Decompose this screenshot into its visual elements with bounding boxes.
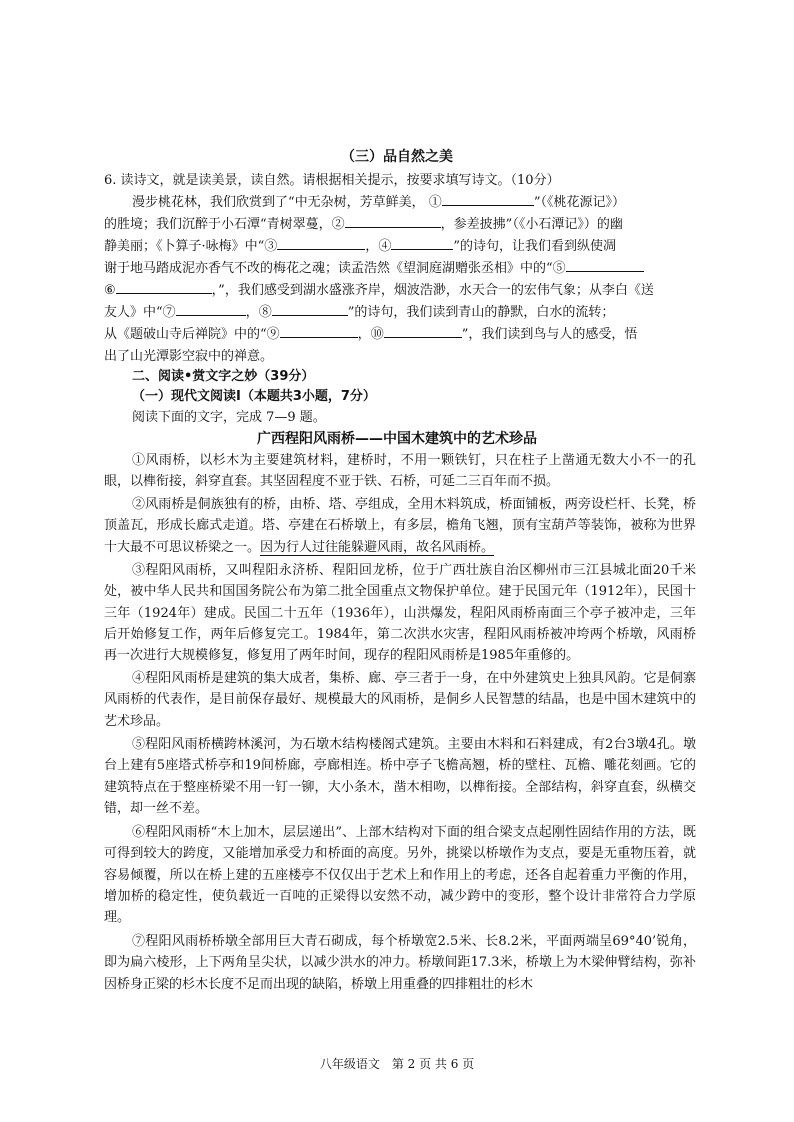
paragraph-1: ①风雨桥，以杉木为主要建筑材料，建桥时，不用一颗铁钉，只在柱子上凿通无数大小不一的孔眼，以榫衔接，斜穿直套。其坚固程度不亚于铁、石桥，可延二三百年而不损。 <box>104 453 696 490</box>
answer-blank-6[interactable] <box>116 280 212 294</box>
q6-line-1: 漫步桃花林，我们欣赏到了“中无杂树，芳草鲜美， ① ”（《桃花源记》） <box>132 192 696 214</box>
section-title: （三）品自然之美 <box>341 149 453 165</box>
paragraph-5: ⑤程阳风雨桥横跨林溪河，为石墩木结构楼阁式建筑。主要由木料和石料建成，有2台3墩4孔。墩台上建有5座塔式桥亭和19间桥廊，亭廊相连。桥中亭子飞檐高翘，桥的壁柱、瓦檐、雕花刻画。它的建筑特点在于整座桥梁不用一钉一铆，大小条木，凿木相吻，以榫衔接。全部结构，斜穿直套，纵横交错，却一丝不差。 <box>104 737 696 816</box>
paragraph-3: ③程阳风雨桥，又叫程阳永济桥、程阳回龙桥，位于广西壮族自治区柳州市三江县城北面20千米处，被中华人民共和国国务院公布为第二批全国重点文物保护单位。建于民国元年（1912年），民国十三年（1924年）建成。民国二十五年（1936年），山洪爆发，程阳风雨桥南面三个亭子被冲走，三年后开始修复工作，两年后修复完工。1984年，第二次洪水灾害，程阳风雨桥被冲垮两个桥墩，风雨桥再一次进行大规模修复，修复用了两年时间，现存的程阳风雨桥是1985年重修的。 <box>104 563 696 664</box>
underlined-sentence: 因为行人过往能躲避风雨，故名风雨桥。 <box>260 539 495 555</box>
paragraph-7: ⑦程阳风雨桥桥墩全部用巨大青石砌成，每个桥墩宽2.5米、长8.2米，平面两端呈69°40’锐角，即为扁六棱形，上下两角呈尖状，以减少洪水的冲力。桥墩间距17.3米，桥墩上为木梁伸臂结构，弥补因桥身正梁的杉木长度不足而出现的缺陷，桥墩上用重叠的四排粗壮的杉木 <box>104 934 696 992</box>
page-footer: 八年级语文 第 2 页 共 6 页 <box>319 1057 475 1071</box>
part-2-subtitle: （一）现代文阅读Ⅰ（本题共3小题，7分） <box>132 389 376 404</box>
part-2-title: 二、阅读•赏文字之妙（39分） <box>132 369 315 384</box>
q6-line-2: 的胜境；我们沉醉于小石潭“青树翠蔓，② ，参差披拂”（《小石潭记》）的幽 <box>104 214 696 236</box>
question-6-stem: 6. 读诗文，就是读美景，读自然。请根据相关提示，按要求填写诗文。（10分） <box>104 173 560 188</box>
answer-blank-7[interactable] <box>176 302 246 316</box>
paragraph-6: ⑥程阳风雨桥“木上加木，层层递出”、上部木结构对下面的组合梁支点起刚性固结作用的方法，既可得到较大的跨度，又能增加承受力和桥面的高度。另外，挑梁以桥墩作为支点，要是无重物压着，就容易倾覆，所以在桥上建的五座楼亭不仅仅出于艺术上和作用上的考虑，还各自起着重力平衡的作用，增加桥的稳定性，使负载近一百吨的正梁得以安然不动，减少跨中的变形，整个设计非常符合力学原理。 <box>104 825 696 926</box>
q6-line-5: ⑥ ，”，我们感受到湖水盛涨齐岸，烟波浩渺，水天合一的宏伟气象；从李白《送 <box>104 280 696 302</box>
q6-line-7: 从《题破山寺后禅院》中的“⑨ ，⑩ ”，我们读到鸟与人的感受，悟 <box>104 324 696 346</box>
paragraph-4: ④程阳风雨桥是建筑的集大成者，集桥、廊、亭三者于一身，在中外建筑史上独具风韵。它是侗寨风雨桥的代表作，是目前保存最好、规模最大的风雨桥，是侗乡人民智慧的结晶，也是中国木建筑中的艺术珍品。 <box>104 671 696 729</box>
paragraph-2: ②风雨桥是侗族独有的桥，由桥、塔、亭组成，全用木料筑成，桥面铺板，两旁设栏杆、长凳，桥顶盖瓦，形成长廊式走道。塔、亭建在石桥墩上，有多层，檐角飞翘，顶有宝葫芦等装饰，被称为世界十大最不可思议桥梁之一。因为行人过往能躲避风雨，故名风雨桥。 <box>104 497 696 555</box>
article-title: 广西程阳风雨桥——中国木建筑中的艺术珍品 <box>257 431 537 447</box>
q6-line-8: 出了山光潭影空寂中的禅意。 <box>104 349 274 364</box>
reading-instruction: 阅读下面的文字，完成 7—9 题。 <box>132 410 326 425</box>
answer-blank-2[interactable] <box>345 214 441 228</box>
answer-blank-5[interactable] <box>566 258 644 272</box>
q6-line-4: 谢于地马踏成泥亦香气不改的梅花之魂；读孟浩然《望洞庭湖赠张丞相》中的“⑤ <box>104 258 696 280</box>
q6-line-3: 静美丽；《卜算子·咏梅》中“③ ，④ ”的诗句，让我们看到纵使凋 <box>104 236 696 258</box>
answer-blank-10[interactable] <box>384 324 462 338</box>
answer-blank-4[interactable] <box>391 236 453 250</box>
q6-line-6: 友人》中“⑦ ，⑧ ”的诗句，我们读到青山的静默，白水的流转； <box>104 302 696 324</box>
answer-blank-9[interactable] <box>280 324 358 338</box>
answer-blank-8[interactable] <box>272 302 348 316</box>
answer-blank-1[interactable] <box>442 192 534 206</box>
answer-blank-3[interactable] <box>277 236 365 250</box>
